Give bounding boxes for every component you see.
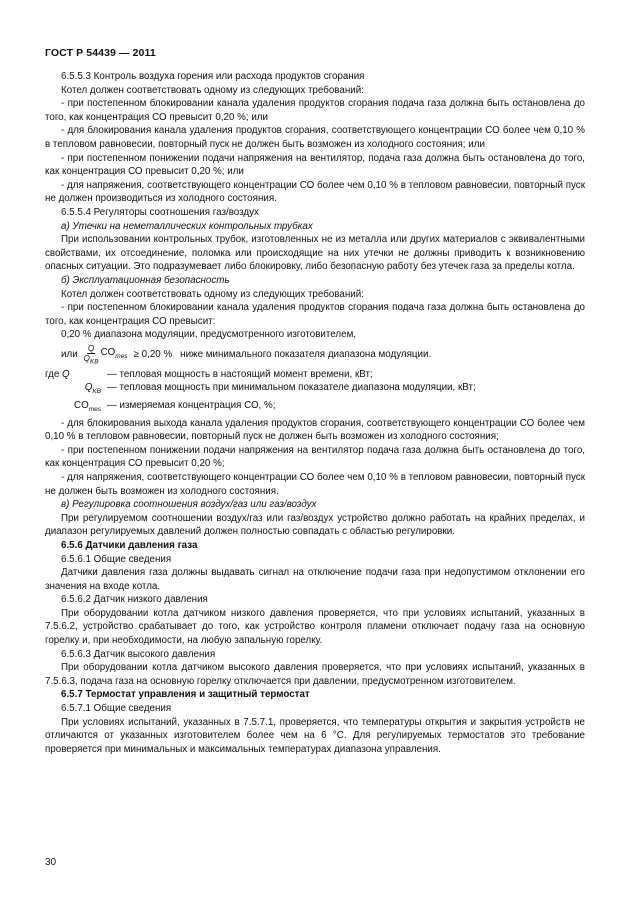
paragraph: Датчики давления газа должны выдавать сигнал на отключение подачи газа при недопустимом отклонении его значения на входе котла. [45,567,585,592]
formula [45,342,585,368]
list-item: - при постепенном блокировании канала удаления продуктов сгорания подача газа должна быть остановлена до того, как концентрация СО превысит 0,20 %; или [45,98,585,123]
section-title: 6.5.7.1 Общие сведения [61,703,172,715]
definition-symbol: $Q_{KB}$ [84,382,101,396]
list-item: - для напряжения, соответствующего концентрации СО более чем 0,10 % в тепловом равновесии, повторный пуск не должен быть возможен из холодного состояния. [45,471,585,497]
list-item: - при постепенном понижении подачи напряжения на вентилятор подача газа должна быть остановлена до того, как концентрация СО превысит 0,20 %; [45,444,585,470]
paragraph: При использовании контрольных трубок, изготовленных не из металла или других материалов с эквивалентными свойствами, их отсоединение, поломка или происходящие на них утечки не должны приводить к возникновению опасных ситуации. Это подразумевает либо блокировку, либо безопасную работу без утечек газа за пределы котла. [45,234,585,273]
paragraph: 0,20 % диапазона модуляции, предусмотренного изготовителем, [61,329,357,341]
formula-prefix: или [61,349,78,361]
section-title: 6.5.6.1 Общие сведения [61,553,172,565]
paragraph: При регулируемом соотношении воздух/газ или газ/воздух устройство должно работать на крайних пределах, и диапазон регулируемых давлений должен полностью совпадать с областью регулировки. [45,512,585,538]
definition-text: — тепловая мощность при минимальном показателе диапазона модуляции, кВт; [107,382,476,394]
formula-tail: ниже минимального показателя диапазона модуляции. [180,349,432,361]
formula-co: $CO_{mes}$ [100,347,128,361]
formula-denominator: $Q_{KB}$ [83,353,99,366]
formula-fraction [84,344,99,367]
list-item: - для блокирования канала удаления продуктов сгорания, соответствующего концентрации СО более чем 0,10 % в тепловом равновесии, повторный пуск не должен быть возможен из холодного состояния; или [45,125,585,150]
section-title: 6.5.6.3 Датчик высокого давления [61,648,216,660]
paragraph: Котел должен соответствовать одному из следующих требований: [61,288,364,300]
formula-numerator: Q [88,343,95,353]
paragraph: Котел должен соответствовать одному из следующих требований: [61,84,364,96]
paragraph: При условиях испытаний, указанных в 7.5.7.1, проверяется, что температуры открытия и закрытия устройств не отличаются от указанных изготовителем более чем на 6 °С. Для регулируемых термостатов это требование проверяется при минимальных и максимальных температурах диапазона управления. [45,716,585,755]
definition-symbol: $CO_{mes}$ [74,400,101,413]
page-number: 30 [45,857,57,868]
document-header: ГОСТ Р 54439 — 2011 [45,47,156,59]
definitions-list [45,368,585,417]
list-item: - при постепенном понижении подачи напряжения на вентилятор, подача газа должна быть остановлена до того, как концентрация СО превысит 0,20 %; или [45,152,585,178]
formula-relation: ≥ 0,20 % [133,349,173,361]
definition-text: — тепловая мощность в настоящий момент времени, кВт; [107,368,373,380]
definition-text: — измеряемая концентрация СО, %; [107,400,276,412]
section-title: 6.5.6.2 Датчик низкого давления [61,594,208,606]
subsection-title: а) Утечки на неметаллических контрольных трубках [61,220,313,232]
section-heading: 6.5.6 Датчики давления газа [61,539,198,551]
section-title: 6.5.5.3 Контроль воздуха горения или расхода продуктов сгорания [61,71,365,82]
paragraph: При оборудовании котла датчиком высокого давления проверяется, что при условиях испытаний, указанных в 7.5.6.3, подача газа на основную горелку отключается при давлении, предусмотренном изготовителем. [45,662,585,687]
subsection-title: б) Эксплуатационная безопасность [61,274,230,286]
list-item: - для напряжения, соответствующего концентрации СО более чем 0,10 % в тепловом равновесии, повторный пуск не должен производиться из холодного состояния. [45,179,585,205]
list-item: - для блокирования выхода канала удаления продуктов сгорания, соответствующего концентрации СО более чем 0,10 % в тепловом равновесии, повторный пуск не должен быть возможен из холодного состояния; [45,417,585,443]
paragraph: При оборудовании котла датчиком низкого давления проверяется, что при условиях испытаний, указанных в 7.5.6.2, устройство срабатывает до того, как устройство контроля пламени отключает подачу газа на основную горелку и, при необходимости, на любую запальную горелку. [45,607,585,647]
section-title: 6.5.5.4 Регуляторы соотношения газ/воздух [61,206,259,218]
subsection-title: в) Регулировка соотношения воздух/газ или газ/воздух [61,499,317,511]
section-heading: 6.5.7 Термостат управления и защитный термостат [61,689,310,701]
list-item: - при постепенном блокировании канала удаления продуктов сгорания подача газа должна быть остановлена до того, как концентрация СО превысит: [45,302,585,327]
document-body [45,70,585,756]
definition-symbol: где Q [45,368,70,380]
